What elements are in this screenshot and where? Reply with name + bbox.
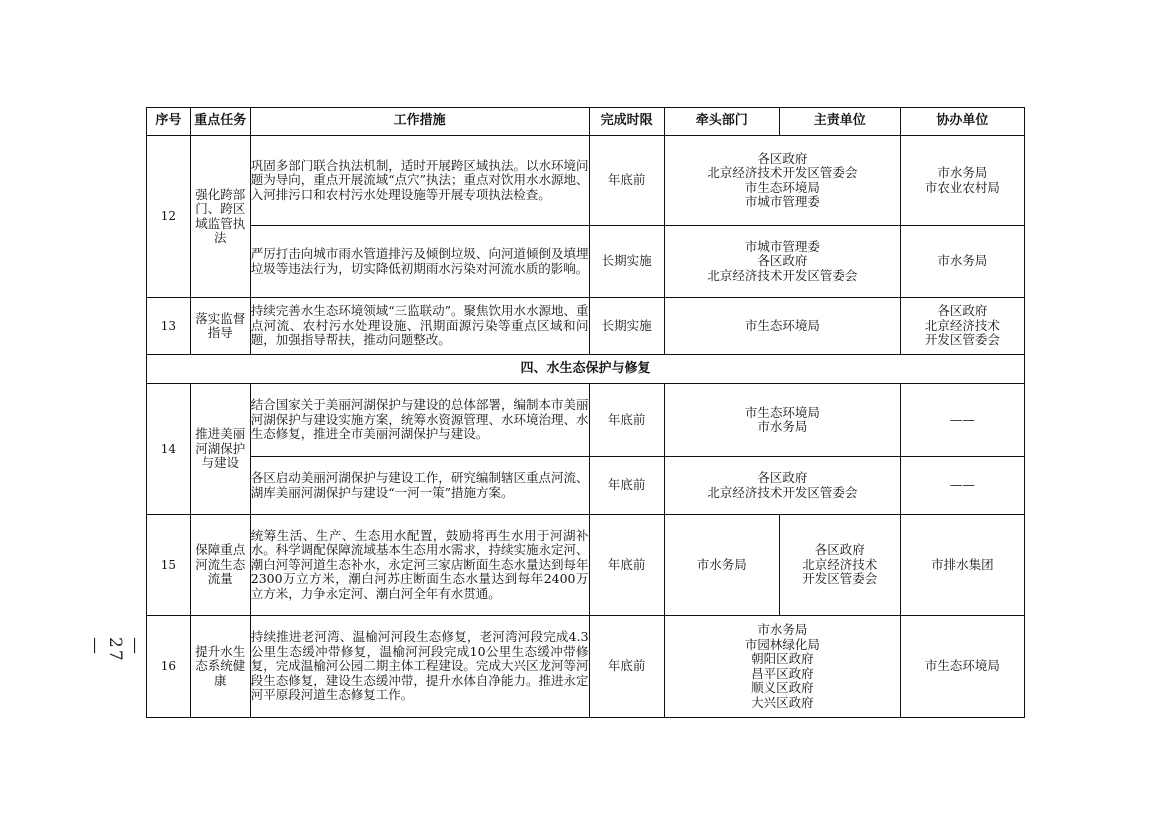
unit-line: 各区政府 bbox=[814, 542, 865, 558]
deadline: 年底前 bbox=[589, 136, 664, 226]
unit-line: 开发区管委会 bbox=[802, 571, 878, 587]
header-measures: 工作措施 bbox=[250, 108, 589, 136]
assist-units: —— bbox=[900, 457, 1024, 515]
header-lead: 牵头部门 bbox=[664, 108, 779, 136]
page-number: — 27 — bbox=[85, 637, 145, 663]
table-row bbox=[147, 136, 1025, 226]
table-row bbox=[147, 457, 1025, 515]
deadline: 年底前 bbox=[589, 515, 664, 616]
unit-line: 北京经济技术开发区管委会 bbox=[707, 165, 858, 180]
unit-line: 市城市管理委 bbox=[744, 238, 820, 254]
unit-line: 北京经济技术开发区管委会 bbox=[707, 267, 858, 283]
work-plan-table bbox=[146, 107, 1025, 718]
assist-units: 市排水集团 bbox=[900, 515, 1024, 616]
header-assist: 协办单位 bbox=[900, 108, 1024, 136]
task-name: 保障重点河流生态流量 bbox=[190, 515, 250, 616]
task-name: 落实监督指导 bbox=[190, 298, 250, 355]
unit-line: 各区政府 bbox=[757, 253, 808, 269]
deadline: 年底前 bbox=[589, 616, 664, 718]
responsible-units bbox=[779, 515, 900, 616]
assist-line: 市水务局 bbox=[937, 165, 988, 180]
table-row bbox=[147, 616, 1025, 718]
measure-text: 统筹生活、生产、生态用水配置，鼓励将再生水用于河湖补水。科学调配保障流域基本生态用水需求，持续实施永定河、潮白河等河道生态补水，永定河三家店断面生态水量达到每年2300万立方米，潮白河苏庄断面生态水量达到每年2400万立方米，力争永定河、潮白河全年有水贯通。 bbox=[250, 515, 589, 616]
table-row bbox=[147, 515, 1025, 616]
responsible-units bbox=[664, 226, 900, 298]
responsible-units bbox=[664, 457, 900, 515]
task-name: 推进美丽河湖保护与建设 bbox=[190, 384, 250, 515]
section-title: 四、水生态保护与修复 bbox=[147, 355, 1025, 384]
deadline: 长期实施 bbox=[589, 226, 664, 298]
unit-line: 北京经济技术开发区管委会 bbox=[707, 484, 858, 500]
assist-line: 市农业农村局 bbox=[924, 179, 1000, 195]
measure-text: 严厉打击向城市雨水管道排污及倾倒垃圾、向河道倾倒及填埋垃圾等违法行为，切实降低初期雨水污染对河流水质的影响。 bbox=[250, 226, 589, 298]
unit-line: 昌平区政府 bbox=[751, 665, 814, 681]
assist-line: 北京经济技术 bbox=[924, 317, 1000, 333]
row-number: 13 bbox=[147, 298, 191, 355]
header-task: 重点任务 bbox=[190, 108, 250, 136]
assist-units bbox=[900, 298, 1024, 355]
responsible-units bbox=[664, 136, 900, 226]
row-number: 14 bbox=[147, 384, 191, 515]
deadline: 长期实施 bbox=[589, 298, 664, 355]
row-number: 15 bbox=[147, 515, 191, 616]
unit-line: 市生态环境局 bbox=[744, 404, 820, 420]
table-row bbox=[147, 298, 1025, 355]
unit-line: 各区政府 bbox=[757, 470, 808, 485]
assist-units: 市生态环境局 bbox=[900, 616, 1024, 718]
row-number: 16 bbox=[147, 616, 191, 718]
unit-line: 朝阳区政府 bbox=[751, 651, 814, 666]
task-name: 强化跨部门、跨区域监管执法 bbox=[190, 136, 250, 298]
assist-units bbox=[900, 136, 1024, 226]
unit-line: 市水务局 bbox=[757, 419, 808, 434]
table-header-row bbox=[147, 108, 1025, 136]
section-row bbox=[147, 355, 1025, 384]
measure-text: 持续推进老河湾、温榆河河段生态修复，老河湾河段完成4.3公里生态缓冲带修复，温榆河河段完成10公里生态缓冲带修复，完成温榆河公园二期主体工程建设。完成大兴区龙河等河段生态修复，建设生态缓冲带，提升水体自净能力。推进永定河平原段河道生态修复工作。 bbox=[250, 616, 589, 718]
header-resp: 主责单位 bbox=[779, 108, 900, 136]
assist-line: 各区政府 bbox=[937, 303, 988, 319]
row-number: 12 bbox=[147, 136, 191, 298]
header-no: 序号 bbox=[147, 108, 191, 136]
assist-units: —— bbox=[900, 384, 1024, 457]
measure-text: 结合国家关于美丽河湖保护与建设的总体部署，编制本市美丽河湖保护与建设实施方案，统筹水资源管理、水环境治理、水生态修复，推进全市美丽河湖保护与建设。 bbox=[250, 384, 589, 457]
unit-line: 北京经济技术 bbox=[802, 556, 878, 572]
table-row bbox=[147, 226, 1025, 298]
assist-line: 开发区管委会 bbox=[924, 332, 1000, 348]
task-name: 提升水生态系统健康 bbox=[190, 616, 250, 718]
header-deadline: 完成时限 bbox=[589, 108, 664, 136]
deadline: 年底前 bbox=[589, 384, 664, 457]
table-row bbox=[147, 384, 1025, 457]
measure-text: 各区启动美丽河湖保护与建设工作，研究编制辖区重点河流、湖库美丽河湖保护与建设“一河一策”措施方案。 bbox=[250, 457, 589, 515]
measure-text: 巩固多部门联合执法机制，适时开展跨区域执法。以水环境问题为导向，重点开展流域“点穴”执法；重点对饮用水水源地、入河排污口和农村污水处理设施等开展专项执法检查。 bbox=[250, 136, 589, 226]
unit-line: 大兴区政府 bbox=[751, 694, 814, 710]
responsible-units: 市生态环境局 bbox=[664, 298, 900, 355]
lead-department: 市水务局 bbox=[664, 515, 779, 616]
responsible-units bbox=[664, 616, 900, 718]
unit-line: 市园林绿化局 bbox=[744, 636, 820, 652]
unit-line: 各区政府 bbox=[757, 150, 808, 166]
unit-line: 市水务局 bbox=[757, 622, 808, 637]
deadline: 年底前 bbox=[589, 457, 664, 515]
unit-line: 顺义区政府 bbox=[751, 680, 814, 695]
responsible-units bbox=[664, 384, 900, 457]
assist-units: 市水务局 bbox=[900, 226, 1024, 298]
unit-line: 市生态环境局 bbox=[744, 179, 820, 195]
unit-line: 市城市管理委 bbox=[744, 194, 820, 209]
measure-text: 持续完善水生态环境领域“三监联动”。聚焦饮用水水源地、重点河流、农村污水处理设施、汛期面源污染等重点区域和问题，加强指导帮扶，推动问题整改。 bbox=[250, 298, 589, 355]
